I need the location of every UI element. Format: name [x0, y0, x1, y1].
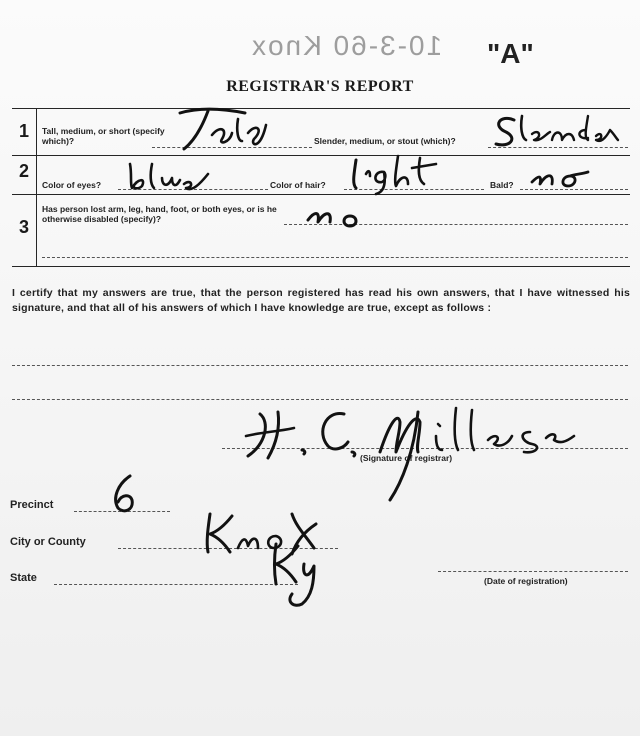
number-column-rule — [36, 108, 37, 266]
date-line — [438, 571, 628, 572]
handwritten-blue — [124, 160, 214, 194]
table-bottom-rule — [12, 266, 630, 267]
row-divider — [12, 194, 630, 195]
signature-caption: (Signature of registrar) — [360, 453, 453, 463]
handwritten-slender — [492, 110, 622, 152]
exception-line — [12, 365, 628, 366]
height-label: Tall, medium, or short (specify which)? — [42, 126, 165, 146]
build-label: Slender, medium, or stout (which)? — [314, 136, 456, 146]
table-top-rule — [12, 108, 630, 109]
handwritten-precinct — [102, 470, 162, 516]
handwritten-light — [346, 150, 456, 196]
state-label: State — [10, 572, 37, 584]
date-caption: (Date of registration) — [484, 576, 568, 586]
handwritten-tall — [150, 105, 270, 155]
city-county-label: City or County — [10, 536, 86, 548]
row-number: 3 — [18, 217, 29, 237]
answer-line — [42, 257, 628, 258]
page-title: REGISTRAR'S REPORT — [226, 78, 414, 95]
handwritten-no-bald — [528, 162, 598, 192]
form-code: "A" — [487, 38, 534, 69]
stamp-text: 10-3-60 Knox — [250, 30, 443, 61]
hair-color-label: Color of hair? — [270, 180, 326, 190]
handwritten-ky — [262, 536, 332, 608]
handwritten-no-disabled — [300, 198, 380, 232]
precinct-label: Precinct — [10, 499, 54, 511]
handwritten-signature — [240, 392, 590, 502]
row-number: 1 — [18, 121, 29, 141]
eye-color-label: Color of eyes? — [42, 180, 102, 190]
certification-text: I certify that my answers are true, that the person registered has read his own answers, that I have witnessed his signature, and that all of his answers of which I have knowledge are true, except as follows : — [12, 287, 630, 314]
row-number: 2 — [18, 161, 29, 181]
bald-label: Bald? — [490, 180, 514, 190]
row-divider — [12, 155, 630, 156]
disability-label: Has person lost arm, leg, hand, foot, or both eyes, or is he otherwise disabled (specify)? — [42, 204, 277, 224]
